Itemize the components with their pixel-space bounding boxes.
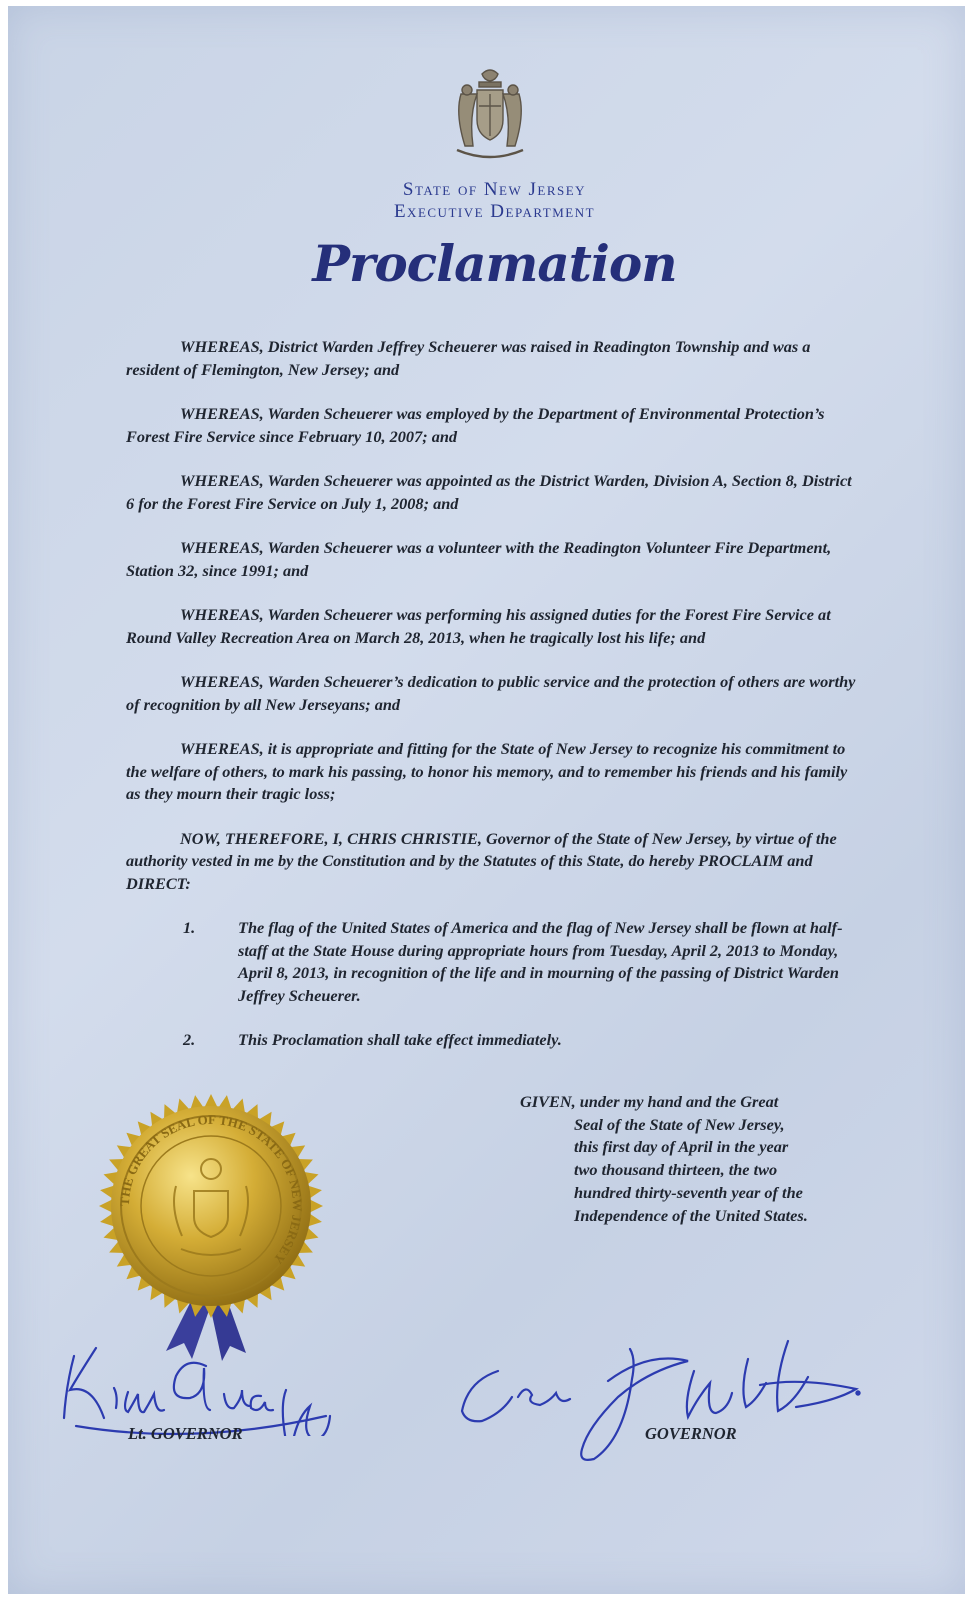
given-line: this first day of April in the year <box>574 1137 789 1157</box>
whereas-clause: WHEREAS, Warden Scheuerer’s dedication to public service and the protection of others are worthy of recognition by all New Jerseyans; and <box>126 672 856 714</box>
proclamation-document <box>8 6 965 1594</box>
whereas-clause: WHEREAS, it is appropriate and fitting for the State of New Jersey to recognize his commitment to the welfare of others, to mark his passing, to honor his memory, and to remember his friends and his family as they mourn their tragic loss; <box>126 739 848 803</box>
proclamation-title-text: Proclamation <box>312 234 677 293</box>
directive-text: This Proclamation shall take effect immediately. <box>238 1030 562 1049</box>
governor-title: GOVERNOR <box>645 1424 737 1443</box>
whereas-clause: WHEREAS, Warden Scheuerer was appointed as the District Warden, Division A, Section 8, District 6 for the Forest Fire Service on July 1, 2008; and <box>126 471 852 513</box>
directive-number: 2. <box>183 1030 196 1049</box>
whereas-clause: WHEREAS, Warden Scheuerer was a volunteer with the Readington Volunteer Fire Department, Station 32, since 1991; and <box>126 538 832 580</box>
directive-list <box>126 917 861 1052</box>
given-clause <box>520 1091 870 1227</box>
state-name-heading: State of New Jersey <box>402 179 587 200</box>
gold-state-seal-icon <box>96 1091 326 1371</box>
department-heading: Executive Department <box>393 201 596 222</box>
given-line: Seal of the State of New Jersey, <box>574 1114 785 1134</box>
directive-text: The flag of the United States of America and the flag of New Jersey shall be flown at half-staff at the State House during appropriate hours from Tuesday, April 2, 2013 to Monday, April 8, 2013, in recognition of the life and in mourning of the passing of District Warden Jeffrey Scheuerer. <box>238 918 843 1005</box>
given-line: two thousand thirteen, the two <box>574 1160 778 1180</box>
whereas-clause: WHEREAS, Warden Scheuerer was performing his assigned duties for the Forest Fire Service at Round Valley Recreation Area on March 28, 2013, when he tragically lost his life; and <box>126 605 831 647</box>
whereas-clause: WHEREAS, District Warden Jeffrey Scheuerer was raised in Readington Township and was a resident of Flemington, New Jersey; and <box>126 337 811 379</box>
state-coat-of-arms-icon <box>449 64 531 164</box>
proclamation-body <box>126 336 861 1074</box>
directive-number: 1. <box>183 918 196 937</box>
lt-governor-title: Lt. GOVERNOR <box>128 1424 243 1443</box>
whereas-clause: WHEREAS, Warden Scheuerer was employed by the Department of Environmental Protection’s Forest Fire Service since February 10, 2007; and <box>126 404 825 446</box>
given-line: Independence of the United States. <box>574 1205 808 1225</box>
seal-ring-text: THE GREAT SEAL OF THE STATE OF NEW JERSEY <box>116 1111 306 1268</box>
directive-item <box>126 917 861 1007</box>
proclamation-title <box>8 234 973 293</box>
now-therefore-clause: NOW, THEREFORE, I, CHRIS CHRISTIE, Governor of the State of New Jersey, by virtue of the authority vested in me by the Constitution and by the Statutes of this State, do hereby PROCLAIM and DIRECT: <box>126 828 837 893</box>
given-line: GIVEN, under my hand and the Great <box>520 1092 779 1111</box>
directive-item <box>126 1029 861 1052</box>
given-line: hundred thirty-seventh year of the <box>574 1182 803 1202</box>
lt-governor-signature <box>56 1336 341 1436</box>
